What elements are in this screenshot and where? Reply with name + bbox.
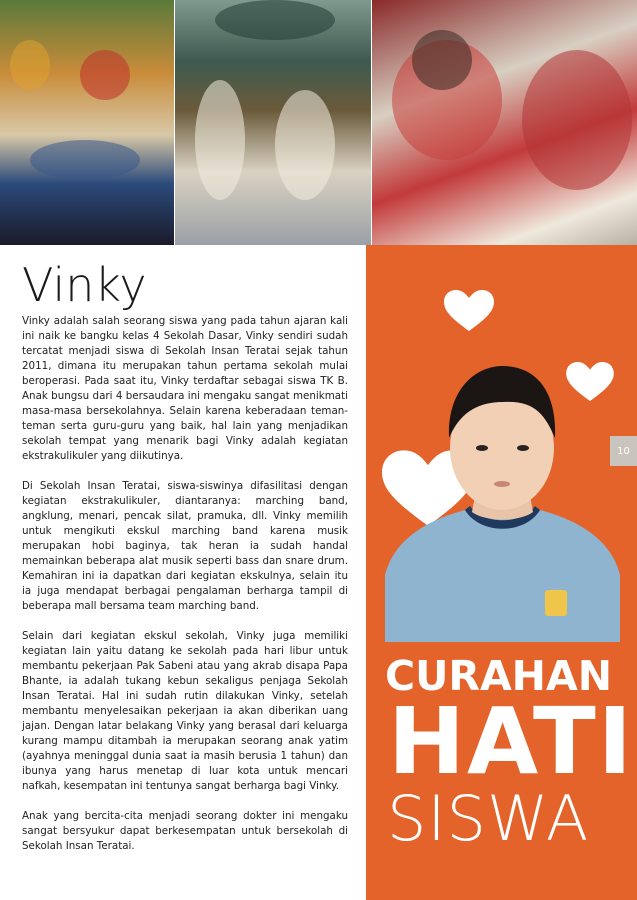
- article-paragraph: Di Sekolah Insan Teratai, siswa-siswinya difasilitasi dengan kegiatan ekstrakulikuler, diantaranya: marching band, angklung, menari, pencak silat, pramuka, dll. Vinky memilih untuk mengikuti ekskul marching band karena musik merupakan hobi baginya, tak heran ia sudah handal memainkan beberapa alat musik seperti bass dan snare drum. Kemahiran ini ia dapatkan dari kegiatan ekskulnya, selain itu ia juga mendapat berbagai pengalaman berharga tampil di beberapa mall bersama team marching band.: [22, 480, 348, 612]
- article-paragraph: Anak yang bercita-cita menjadi seorang dokter ini mengaku sangat bersyukur dapat berkesempatan untuk bersekolah di Sekolah Insan Teratai.: [22, 810, 348, 852]
- children-event-photo: [0, 0, 174, 245]
- feature-heading-line2: HATI: [388, 688, 635, 795]
- student-portrait-photo: [385, 360, 620, 642]
- page-number: 10: [610, 436, 637, 466]
- article: [22, 256, 348, 869]
- article-paragraph: Vinky adalah salah seorang siswa yang pada tahun ajaran kali ini naik ke bangku kelas 4 Sekolah Dasar, Vinky sendiri sudah tercatat menjadi siswa di Sekolah Insan Teratai sejak tahun 2011, dimana itu merupakan tahun pertama sekolah mulai beroperasi. Pada saat itu, Vinky terdaftar sebagai siswa TK B. Anak bungsu dari 4 bersaudara ini mengaku sangat menikmati masa-masa bersekolahnya. Selain karena keberadaan teman-teman serta guru-guru yang baik, hal lain yang menjadikan sekolah tempat yang menarik bagi Vinky adalah kegiatan ekstrakulikuler yang diikutinya.: [22, 315, 348, 462]
- photo-strip: [0, 0, 637, 245]
- marching-band-photo: [175, 0, 371, 245]
- heart-icon: [444, 290, 494, 332]
- article-paragraph: Selain dari kegiatan ekskul sekolah, Vinky juga memiliki kegiatan lain yaitu datang ke sekolah pada hari libur untuk membantu pekerjaan Pak Sabeni atau yang akrab disapa Papa Bhante, ia adalah tukang kebun sekaligus penjaga Sekolah Insan Teratai. Hal ini sudah rutin dilakukan Vinky, setelah membantu menyelesaikan pekerjaan ia akan diberikan uang jajan. Dengan latar belakang Vinky yang berasal dari keluarga kurang mampu ditambah ia merupakan seorang anak yatim (ayahnya meninggal dunia saat ia masih berusia 1 tahun) dan ibunya yang harus menetap di luar kota untuk mencari nafkah, kesempatan ini tentunya sangat berharga bagi Vinky.: [22, 630, 348, 792]
- feature-heading-line3: SISWA: [387, 782, 590, 855]
- article-title: Vinky: [22, 258, 147, 312]
- feature-heading-line1: CURAHAN: [385, 652, 613, 700]
- students-painting-photo: [372, 0, 637, 245]
